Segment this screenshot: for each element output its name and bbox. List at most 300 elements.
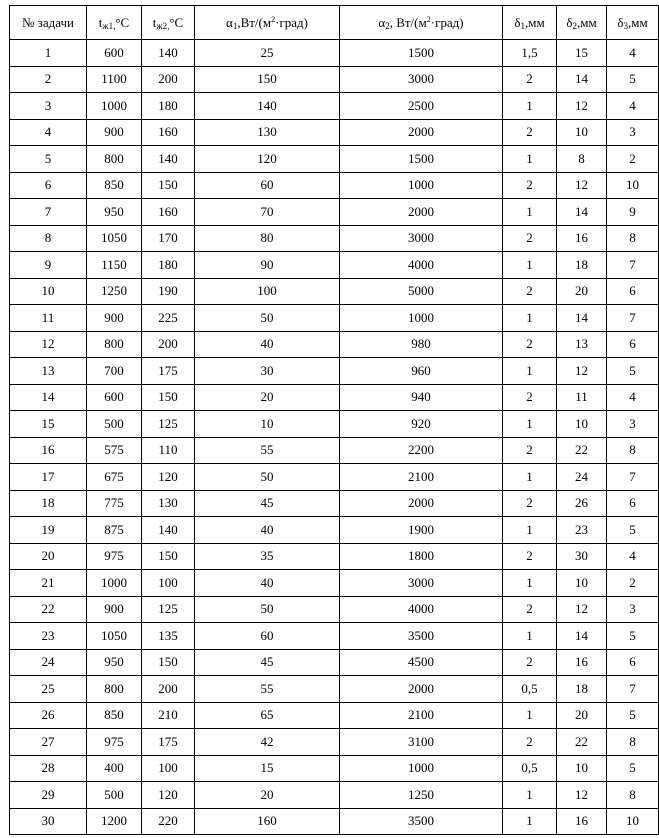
header-delta1-sub: 1: [520, 20, 525, 31]
cell-delta3: 8: [607, 729, 659, 756]
cell-task-number: 22: [10, 596, 87, 623]
cell-delta2: 16: [557, 649, 607, 676]
cell-t1: 600: [87, 384, 142, 411]
cell-delta3: 8: [607, 225, 659, 252]
cell-delta3: 8: [607, 782, 659, 809]
cell-delta3: 3: [607, 596, 659, 623]
cell-alpha2: 1500: [340, 146, 503, 173]
header-t1-sub: ж1,: [102, 20, 116, 31]
cell-delta3: 4: [607, 384, 659, 411]
cell-delta1: 1,5: [503, 40, 557, 67]
cell-alpha2: 2000: [340, 199, 503, 226]
table-row: [10, 199, 659, 226]
header-delta3-unit: ,мм: [627, 14, 648, 30]
cell-alpha2: 980: [340, 331, 503, 358]
cell-t1: 1250: [87, 278, 142, 305]
cell-t1: 875: [87, 517, 142, 544]
cell-alpha1: 55: [195, 676, 340, 703]
header-t2: [142, 6, 195, 40]
cell-delta2: 22: [557, 729, 607, 756]
header-t2-sub: ж2,: [156, 20, 170, 31]
cell-delta1: 1: [503, 517, 557, 544]
cell-delta2: 20: [557, 278, 607, 305]
cell-alpha1: 70: [195, 199, 340, 226]
header-alpha2: [340, 6, 503, 40]
cell-delta3: 5: [607, 755, 659, 782]
cell-delta2: 12: [557, 172, 607, 199]
cell-alpha2: 2100: [340, 702, 503, 729]
cell-alpha1: 42: [195, 729, 340, 756]
header-alpha2-sub: 2: [385, 20, 390, 31]
cell-t1: 500: [87, 411, 142, 438]
cell-delta2: 15: [557, 40, 607, 67]
cell-task-number: 3: [10, 93, 87, 120]
cell-task-number: 8: [10, 225, 87, 252]
cell-delta3: 7: [607, 252, 659, 279]
cell-alpha2: 920: [340, 411, 503, 438]
cell-alpha2: 3500: [340, 623, 503, 650]
table-row: [10, 437, 659, 464]
cell-t1: 1200: [87, 808, 142, 835]
cell-t1: 775: [87, 490, 142, 517]
cell-t2: 150: [142, 543, 195, 570]
cell-delta2: 16: [557, 808, 607, 835]
cell-delta1: 1: [503, 93, 557, 120]
cell-t1: 975: [87, 543, 142, 570]
cell-t2: 140: [142, 40, 195, 67]
cell-t1: 1050: [87, 623, 142, 650]
cell-alpha1: 140: [195, 93, 340, 120]
cell-delta3: 7: [607, 676, 659, 703]
table-row: [10, 225, 659, 252]
cell-delta3: 5: [607, 702, 659, 729]
cell-t1: 850: [87, 702, 142, 729]
table-row: [10, 623, 659, 650]
cell-delta1: 1: [503, 305, 557, 332]
cell-delta3: 4: [607, 543, 659, 570]
cell-t2: 100: [142, 570, 195, 597]
cell-t2: 160: [142, 199, 195, 226]
table-row: [10, 464, 659, 491]
cell-task-number: 25: [10, 676, 87, 703]
table-row: [10, 729, 659, 756]
cell-alpha2: 2500: [340, 93, 503, 120]
cell-alpha2: 1250: [340, 782, 503, 809]
cell-alpha2: 1900: [340, 517, 503, 544]
table-row: [10, 702, 659, 729]
cell-task-number: 19: [10, 517, 87, 544]
cell-alpha2: 5000: [340, 278, 503, 305]
table-row: [10, 649, 659, 676]
header-delta2-sym: δ: [566, 14, 573, 30]
header-row: [10, 6, 659, 40]
cell-delta2: 16: [557, 225, 607, 252]
cell-alpha1: 25: [195, 40, 340, 67]
table-row: [10, 252, 659, 279]
cell-t1: 800: [87, 676, 142, 703]
cell-delta3: 5: [607, 517, 659, 544]
cell-delta1: 1: [503, 623, 557, 650]
cell-task-number: 15: [10, 411, 87, 438]
cell-t2: 160: [142, 119, 195, 146]
header-delta2: [557, 6, 607, 40]
header-t2-sym: t: [152, 14, 157, 30]
cell-delta1: 1: [503, 146, 557, 173]
cell-task-number: 12: [10, 331, 87, 358]
cell-t2: 200: [142, 331, 195, 358]
cell-alpha2: 1500: [340, 40, 503, 67]
header-task-number-text: № задачи: [22, 14, 74, 30]
cell-alpha2: 4000: [340, 252, 503, 279]
cell-task-number: 30: [10, 808, 87, 835]
cell-task-number: 10: [10, 278, 87, 305]
table-body: [10, 40, 659, 835]
cell-delta3: 6: [607, 331, 659, 358]
cell-t2: 190: [142, 278, 195, 305]
cell-t1: 1150: [87, 252, 142, 279]
cell-alpha2: 4500: [340, 649, 503, 676]
cell-delta2: 18: [557, 252, 607, 279]
cell-alpha2: 2000: [340, 490, 503, 517]
header-alpha1-post: ·град): [275, 14, 308, 30]
cell-task-number: 23: [10, 623, 87, 650]
cell-t1: 800: [87, 146, 142, 173]
cell-task-number: 11: [10, 305, 87, 332]
cell-delta2: 12: [557, 358, 607, 385]
table-row: [10, 146, 659, 173]
cell-task-number: 13: [10, 358, 87, 385]
cell-alpha2: 2000: [340, 676, 503, 703]
table-row: [10, 517, 659, 544]
table-row: [10, 808, 659, 835]
cell-t2: 150: [142, 649, 195, 676]
header-alpha1-sub: 1: [232, 20, 238, 31]
cell-alpha1: 150: [195, 66, 340, 93]
cell-delta3: 4: [607, 93, 659, 120]
cell-delta2: 10: [557, 119, 607, 146]
cell-delta3: 10: [607, 172, 659, 199]
cell-delta1: 1: [503, 358, 557, 385]
cell-alpha1: 40: [195, 570, 340, 597]
cell-alpha2: 1000: [340, 755, 503, 782]
cell-task-number: 2: [10, 66, 87, 93]
cell-delta2: 10: [557, 570, 607, 597]
cell-delta2: 24: [557, 464, 607, 491]
cell-t1: 1000: [87, 93, 142, 120]
cell-task-number: 4: [10, 119, 87, 146]
cell-t1: 575: [87, 437, 142, 464]
cell-delta1: 1: [503, 464, 557, 491]
table-row: [10, 411, 659, 438]
cell-delta2: 14: [557, 305, 607, 332]
cell-delta1: 2: [503, 490, 557, 517]
cell-alpha1: 45: [195, 649, 340, 676]
cell-t2: 150: [142, 384, 195, 411]
cell-delta2: 14: [557, 199, 607, 226]
cell-delta1: 1: [503, 411, 557, 438]
cell-delta2: 26: [557, 490, 607, 517]
table-row: [10, 490, 659, 517]
cell-t2: 180: [142, 93, 195, 120]
header-alpha1: [195, 6, 340, 40]
cell-delta2: 18: [557, 676, 607, 703]
cell-t2: 225: [142, 305, 195, 332]
table-row: [10, 119, 659, 146]
cell-delta1: 0,5: [503, 676, 557, 703]
cell-delta1: 2: [503, 384, 557, 411]
cell-t1: 675: [87, 464, 142, 491]
cell-delta2: 23: [557, 517, 607, 544]
table-row: [10, 93, 659, 120]
cell-task-number: 1: [10, 40, 87, 67]
cell-alpha1: 90: [195, 252, 340, 279]
cell-delta1: 1: [503, 702, 557, 729]
cell-task-number: 29: [10, 782, 87, 809]
table-row: [10, 384, 659, 411]
cell-task-number: 26: [10, 702, 87, 729]
cell-t2: 130: [142, 490, 195, 517]
header-delta2-sub: 2: [572, 20, 577, 31]
cell-t1: 600: [87, 40, 142, 67]
cell-t2: 150: [142, 172, 195, 199]
cell-delta3: 3: [607, 119, 659, 146]
cell-t1: 800: [87, 331, 142, 358]
cell-delta2: 22: [557, 437, 607, 464]
cell-t1: 950: [87, 199, 142, 226]
cell-delta2: 14: [557, 623, 607, 650]
cell-delta1: 2: [503, 225, 557, 252]
cell-alpha1: 100: [195, 278, 340, 305]
cell-alpha2: 2200: [340, 437, 503, 464]
cell-task-number: 14: [10, 384, 87, 411]
cell-t1: 900: [87, 305, 142, 332]
cell-alpha2: 1000: [340, 172, 503, 199]
cell-t1: 400: [87, 755, 142, 782]
header-delta3-sub: 3: [623, 20, 628, 31]
cell-t2: 125: [142, 411, 195, 438]
cell-t2: 175: [142, 729, 195, 756]
cell-delta1: 0,5: [503, 755, 557, 782]
header-delta3-sym: δ: [617, 14, 624, 30]
cell-t2: 210: [142, 702, 195, 729]
cell-t1: 900: [87, 596, 142, 623]
cell-task-number: 18: [10, 490, 87, 517]
data-table: [9, 5, 659, 835]
cell-alpha2: 3000: [340, 570, 503, 597]
cell-delta2: 12: [557, 782, 607, 809]
cell-alpha2: 3500: [340, 808, 503, 835]
cell-t2: 200: [142, 676, 195, 703]
cell-task-number: 20: [10, 543, 87, 570]
cell-t1: 975: [87, 729, 142, 756]
cell-task-number: 7: [10, 199, 87, 226]
cell-t1: 700: [87, 358, 142, 385]
cell-delta3: 6: [607, 278, 659, 305]
cell-delta3: 5: [607, 623, 659, 650]
cell-delta2: 12: [557, 93, 607, 120]
cell-delta1: 2: [503, 437, 557, 464]
cell-alpha1: 80: [195, 225, 340, 252]
table-row: [10, 305, 659, 332]
cell-delta3: 2: [607, 146, 659, 173]
cell-delta3: 10: [607, 808, 659, 835]
cell-delta2: 8: [557, 146, 607, 173]
cell-delta3: 6: [607, 490, 659, 517]
cell-alpha1: 60: [195, 623, 340, 650]
table-row: [10, 278, 659, 305]
header-t1: [87, 6, 142, 40]
table-row: [10, 570, 659, 597]
cell-delta1: 2: [503, 278, 557, 305]
cell-task-number: 9: [10, 252, 87, 279]
cell-t1: 950: [87, 649, 142, 676]
cell-task-number: 27: [10, 729, 87, 756]
cell-t2: 175: [142, 358, 195, 385]
cell-alpha2: 1000: [340, 305, 503, 332]
cell-t2: 220: [142, 808, 195, 835]
table-row: [10, 755, 659, 782]
cell-t2: 140: [142, 517, 195, 544]
cell-alpha1: 10: [195, 411, 340, 438]
header-alpha2-post: ·град): [430, 14, 464, 30]
cell-delta1: 1: [503, 252, 557, 279]
table-row: [10, 596, 659, 623]
cell-alpha1: 120: [195, 146, 340, 173]
header-delta1-unit: ,мм: [524, 14, 545, 30]
cell-delta3: 9: [607, 199, 659, 226]
cell-alpha2: 2100: [340, 464, 503, 491]
cell-delta2: 10: [557, 411, 607, 438]
cell-delta1: 2: [503, 596, 557, 623]
cell-task-number: 6: [10, 172, 87, 199]
header-delta3: [607, 6, 659, 40]
cell-alpha2: 4000: [340, 596, 503, 623]
cell-t1: 1000: [87, 570, 142, 597]
cell-delta1: 1: [503, 570, 557, 597]
table-row: [10, 543, 659, 570]
cell-alpha2: 1800: [340, 543, 503, 570]
cell-alpha1: 20: [195, 384, 340, 411]
cell-alpha1: 45: [195, 490, 340, 517]
header-task-number: [10, 6, 87, 40]
cell-delta1: 2: [503, 172, 557, 199]
cell-alpha2: 2000: [340, 119, 503, 146]
cell-delta1: 2: [503, 119, 557, 146]
cell-delta1: 1: [503, 199, 557, 226]
header-t1-sym: t: [98, 14, 103, 30]
header-alpha1-pre: ,Вт/(м: [237, 14, 272, 30]
cell-task-number: 24: [10, 649, 87, 676]
header-alpha1-sym: α: [226, 14, 233, 30]
cell-delta3: 6: [607, 649, 659, 676]
header-alpha2-sym: α: [378, 14, 386, 30]
cell-delta3: 7: [607, 464, 659, 491]
header-alpha1-sup: 2: [271, 14, 276, 24]
cell-delta2: 12: [557, 596, 607, 623]
cell-delta1: 2: [503, 543, 557, 570]
cell-t2: 135: [142, 623, 195, 650]
cell-delta2: 10: [557, 755, 607, 782]
cell-task-number: 16: [10, 437, 87, 464]
cell-alpha1: 50: [195, 596, 340, 623]
table-row: [10, 782, 659, 809]
cell-alpha1: 40: [195, 331, 340, 358]
cell-alpha2: 3000: [340, 66, 503, 93]
cell-delta2: 20: [557, 702, 607, 729]
cell-alpha2: 960: [340, 358, 503, 385]
cell-delta1: 2: [503, 66, 557, 93]
table-row: [10, 358, 659, 385]
cell-t2: 170: [142, 225, 195, 252]
cell-delta1: 2: [503, 729, 557, 756]
cell-alpha2: 940: [340, 384, 503, 411]
cell-task-number: 17: [10, 464, 87, 491]
cell-t2: 200: [142, 66, 195, 93]
cell-task-number: 21: [10, 570, 87, 597]
cell-task-number: 28: [10, 755, 87, 782]
cell-alpha1: 20: [195, 782, 340, 809]
cell-t2: 180: [142, 252, 195, 279]
header-delta2-unit: ,мм: [576, 14, 597, 30]
cell-alpha1: 35: [195, 543, 340, 570]
cell-alpha1: 50: [195, 305, 340, 332]
cell-t1: 1100: [87, 66, 142, 93]
cell-alpha1: 50: [195, 464, 340, 491]
cell-delta3: 4: [607, 40, 659, 67]
table-row: [10, 172, 659, 199]
cell-t1: 500: [87, 782, 142, 809]
cell-delta2: 11: [557, 384, 607, 411]
cell-delta1: 2: [503, 331, 557, 358]
cell-delta3: 2: [607, 570, 659, 597]
cell-delta3: 5: [607, 66, 659, 93]
cell-delta3: 5: [607, 358, 659, 385]
table-row: [10, 40, 659, 67]
header-delta1: [503, 6, 557, 40]
cell-alpha1: 15: [195, 755, 340, 782]
table-row: [10, 676, 659, 703]
header-alpha2-sup: 2: [426, 14, 431, 24]
header-delta1-sym: δ: [514, 14, 521, 30]
cell-alpha1: 60: [195, 172, 340, 199]
header-t1-unit: °C: [115, 14, 130, 30]
cell-delta1: 1: [503, 808, 557, 835]
cell-t2: 120: [142, 782, 195, 809]
cell-delta2: 30: [557, 543, 607, 570]
cell-alpha1: 160: [195, 808, 340, 835]
cell-delta2: 14: [557, 66, 607, 93]
cell-t1: 900: [87, 119, 142, 146]
cell-alpha2: 3000: [340, 225, 503, 252]
cell-alpha1: 30: [195, 358, 340, 385]
cell-alpha2: 3100: [340, 729, 503, 756]
cell-alpha1: 130: [195, 119, 340, 146]
cell-t2: 100: [142, 755, 195, 782]
cell-t2: 110: [142, 437, 195, 464]
cell-t2: 125: [142, 596, 195, 623]
cell-delta1: 2: [503, 649, 557, 676]
cell-delta1: 1: [503, 782, 557, 809]
header-t2-unit: °C: [169, 14, 184, 30]
cell-delta3: 3: [607, 411, 659, 438]
cell-alpha1: 55: [195, 437, 340, 464]
cell-delta3: 8: [607, 437, 659, 464]
cell-task-number: 5: [10, 146, 87, 173]
cell-t2: 120: [142, 464, 195, 491]
cell-delta3: 7: [607, 305, 659, 332]
table-row: [10, 66, 659, 93]
table-row: [10, 331, 659, 358]
